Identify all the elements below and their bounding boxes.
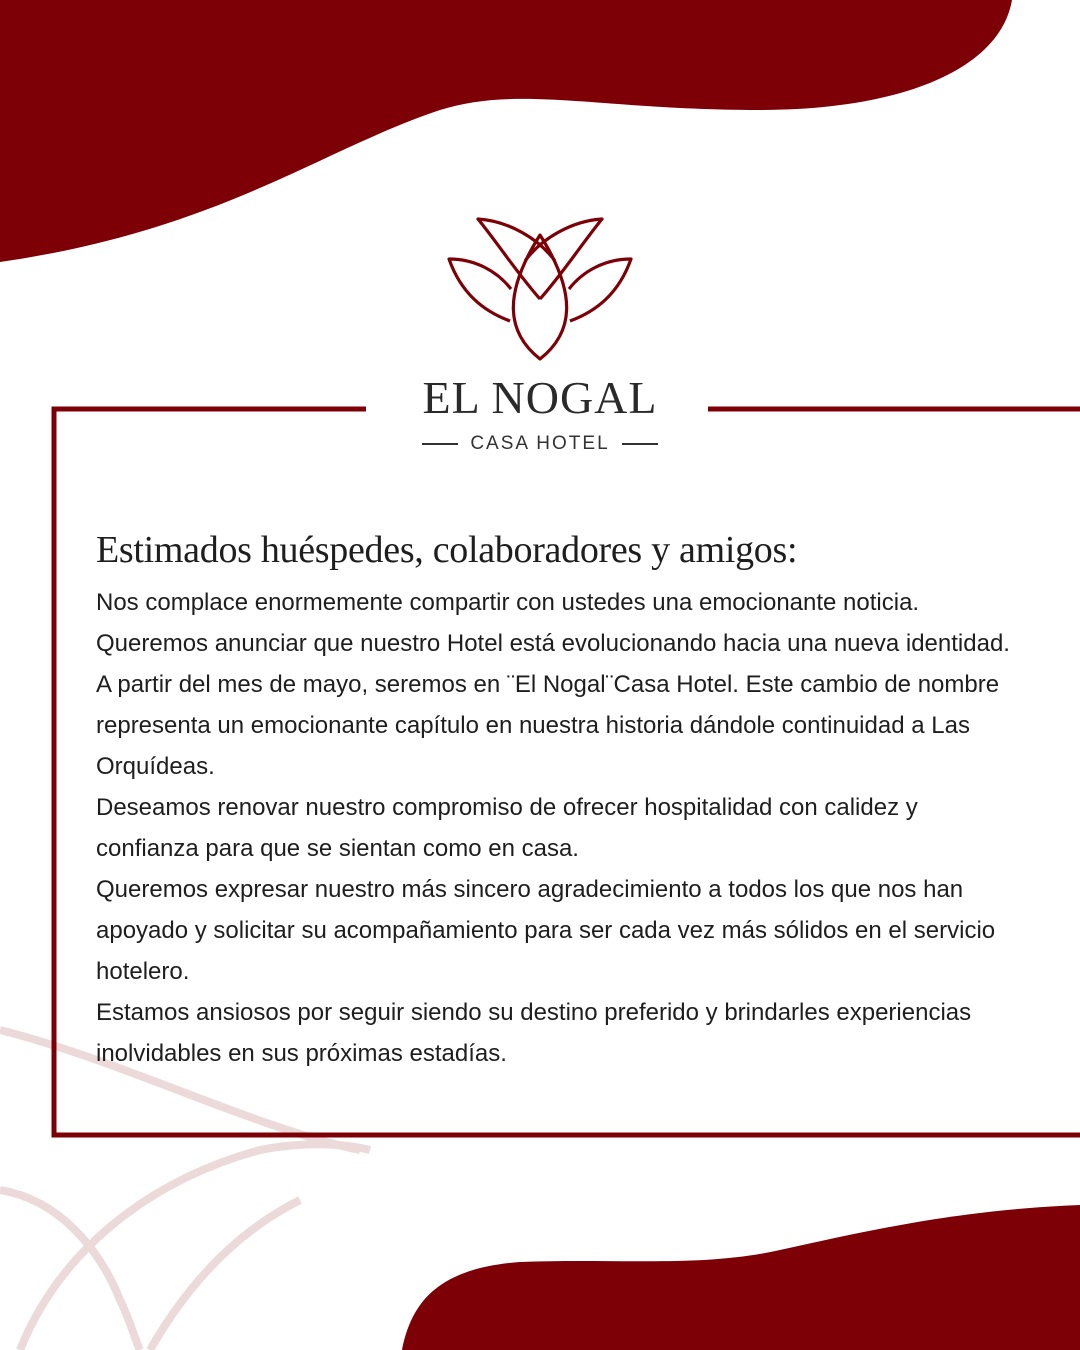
- letter-paragraph: Estamos ansiosos por seguir siendo su destino preferido y brindarles experiencias inolvidables en sus próximas estadías.: [96, 999, 972, 1067]
- letter-paragraph: Queremos expresar nuestro más sincero agradecimiento a todos los que nos han apoyado y solicitar su acompañamiento para ser cada vez más sólidos en el servicio hotelero.: [96, 876, 996, 985]
- letter-paragraph: Deseamos renovar nuestro compromiso de ofrecer hospitalidad con calidez y confianza para que se sientan como en casa.: [96, 794, 918, 862]
- subtitle-right-rule: [622, 443, 658, 445]
- letter-body: [96, 528, 1026, 1074]
- brand-subtitle: [340, 433, 740, 455]
- brand-logo: [340, 215, 740, 455]
- letter-greeting: Estimados huéspedes, colaboradores y amigos:: [96, 529, 798, 571]
- subtitle-left-rule: [422, 443, 458, 445]
- brand-name: EL NOGAL: [422, 372, 658, 423]
- bottom-wave-shape: [402, 1205, 1080, 1350]
- brand-subtitle-text: CASA HOTEL: [470, 433, 610, 454]
- letter-paragraph: Nos complace enormemente compartir con ustedes una emocionante noticia. Queremos anunciar que nuestro Hotel está evolucionando hacia una nueva identidad. A partir del mes de mayo, seremos en ¨El Nogal¨Casa Hotel. Este cambio de nombre representa un emocionante capítulo en nuestra historia dándole continuidad a Las Orquídeas.: [96, 589, 1010, 780]
- flower-logo-icon: [447, 215, 633, 361]
